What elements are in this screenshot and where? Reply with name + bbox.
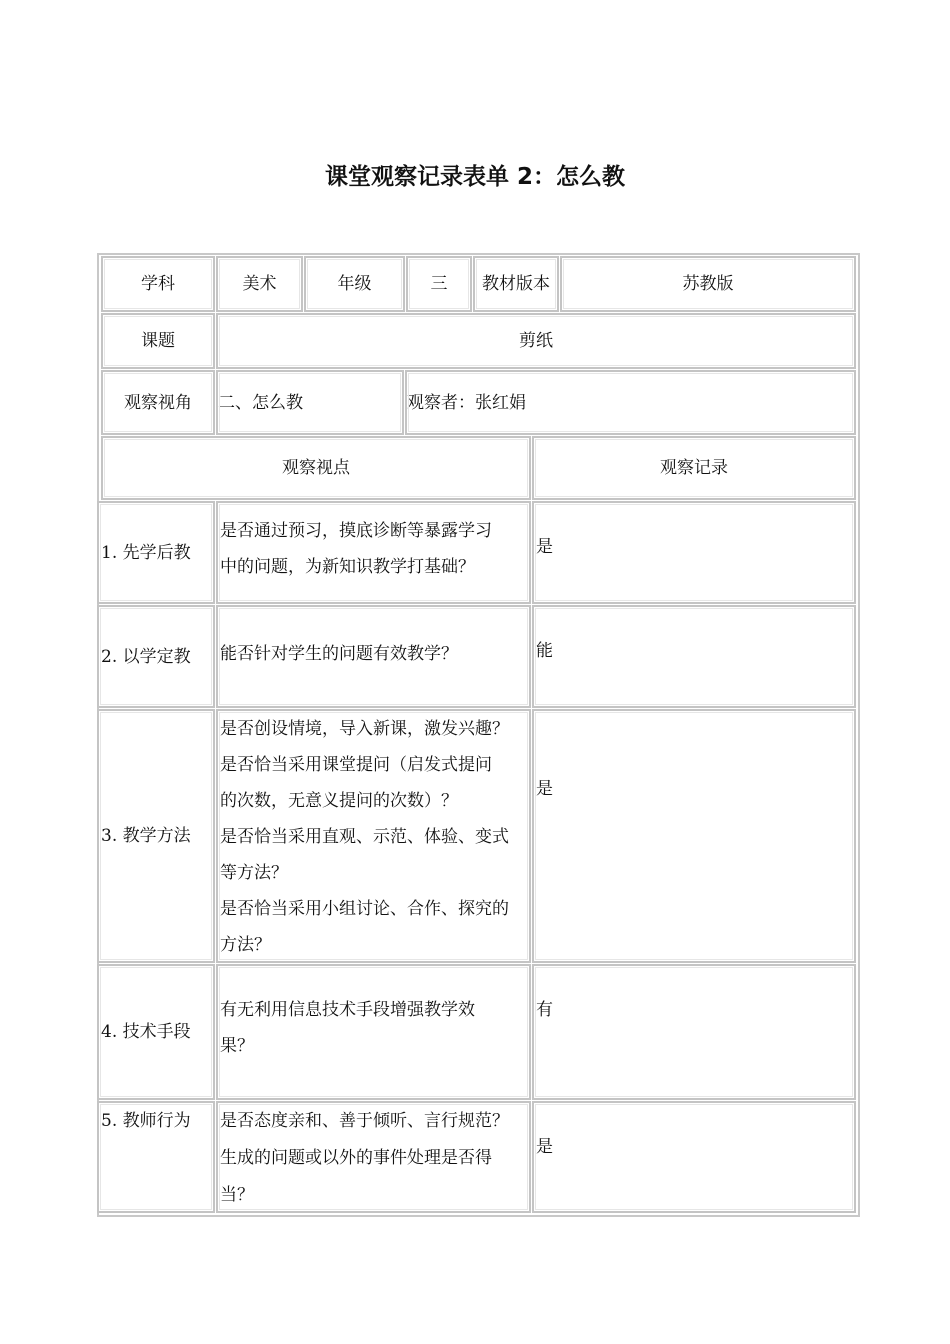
topic-label: 课题 [101, 313, 215, 369]
criteria-line: 能否针对学生的问题有效教学？ [220, 644, 458, 664]
row-label: 5. 教师行为 [97, 1101, 215, 1213]
row-label: 2. 以学定教 [97, 605, 215, 708]
criteria-line: 中的问题，为新知识教学打基础？ [220, 557, 475, 577]
row-criteria [216, 964, 531, 1100]
grade-value: 三 [406, 256, 472, 312]
criteria-line: 是否恰当采用小组讨论、合作、探究的 [220, 899, 509, 919]
criteria-line: 有无利用信息技术手段增强教学效 [220, 1000, 475, 1020]
row-record: 是 [532, 1101, 856, 1213]
criteria-line: 当？ [220, 1185, 254, 1205]
page-title: 课堂观察记录表单 2：怎么教 [324, 164, 625, 190]
subject-value: 美术 [216, 256, 303, 312]
row-label: 3. 教学方法 [97, 709, 215, 963]
row-criteria [216, 501, 531, 604]
row-label: 1. 先学后教 [97, 501, 215, 604]
row-record: 能 [532, 605, 856, 708]
topic-value: 剪纸 [216, 313, 856, 369]
column-header-points: 观察视点 [101, 436, 531, 500]
perspective-label: 观察视角 [101, 370, 215, 435]
row-criteria [216, 709, 531, 963]
row-record: 有 [532, 964, 856, 1100]
criteria-line: 方法？ [220, 935, 271, 955]
criteria-line: 是否态度亲和、善于倾听、言行规范？ [220, 1111, 509, 1131]
row-record: 是 [532, 501, 856, 604]
textbook-value: 苏教版 [560, 256, 856, 312]
row-record: 是 [532, 709, 856, 963]
grade-label: 年级 [304, 256, 405, 312]
observer: 观察者：张红娟 [405, 370, 856, 435]
criteria-line: 是否恰当采用课堂提问（启发式提问 [220, 755, 492, 775]
criteria-line: 是否创设情境，导入新课，激发兴趣？ [220, 719, 509, 739]
column-header-records: 观察记录 [532, 436, 856, 500]
perspective-value: 二、怎么教 [216, 370, 404, 435]
subject-label: 学科 [101, 256, 215, 312]
row-label: 4. 技术手段 [97, 964, 215, 1100]
criteria-line: 等方法？ [220, 863, 288, 883]
criteria-line: 生成的问题或以外的事件处理是否得 [220, 1148, 492, 1168]
row-criteria [216, 1101, 531, 1213]
criteria-line: 是否通过预习，摸底诊断等暴露学习 [220, 521, 492, 541]
criteria-line: 的次数，无意义提问的次数）？ [220, 791, 458, 811]
criteria-line: 是否恰当采用直观、示范、体验、变式 [220, 827, 509, 847]
row-criteria [216, 605, 531, 708]
criteria-line: 果？ [220, 1036, 254, 1056]
textbook-label: 教材版本 [473, 256, 559, 312]
